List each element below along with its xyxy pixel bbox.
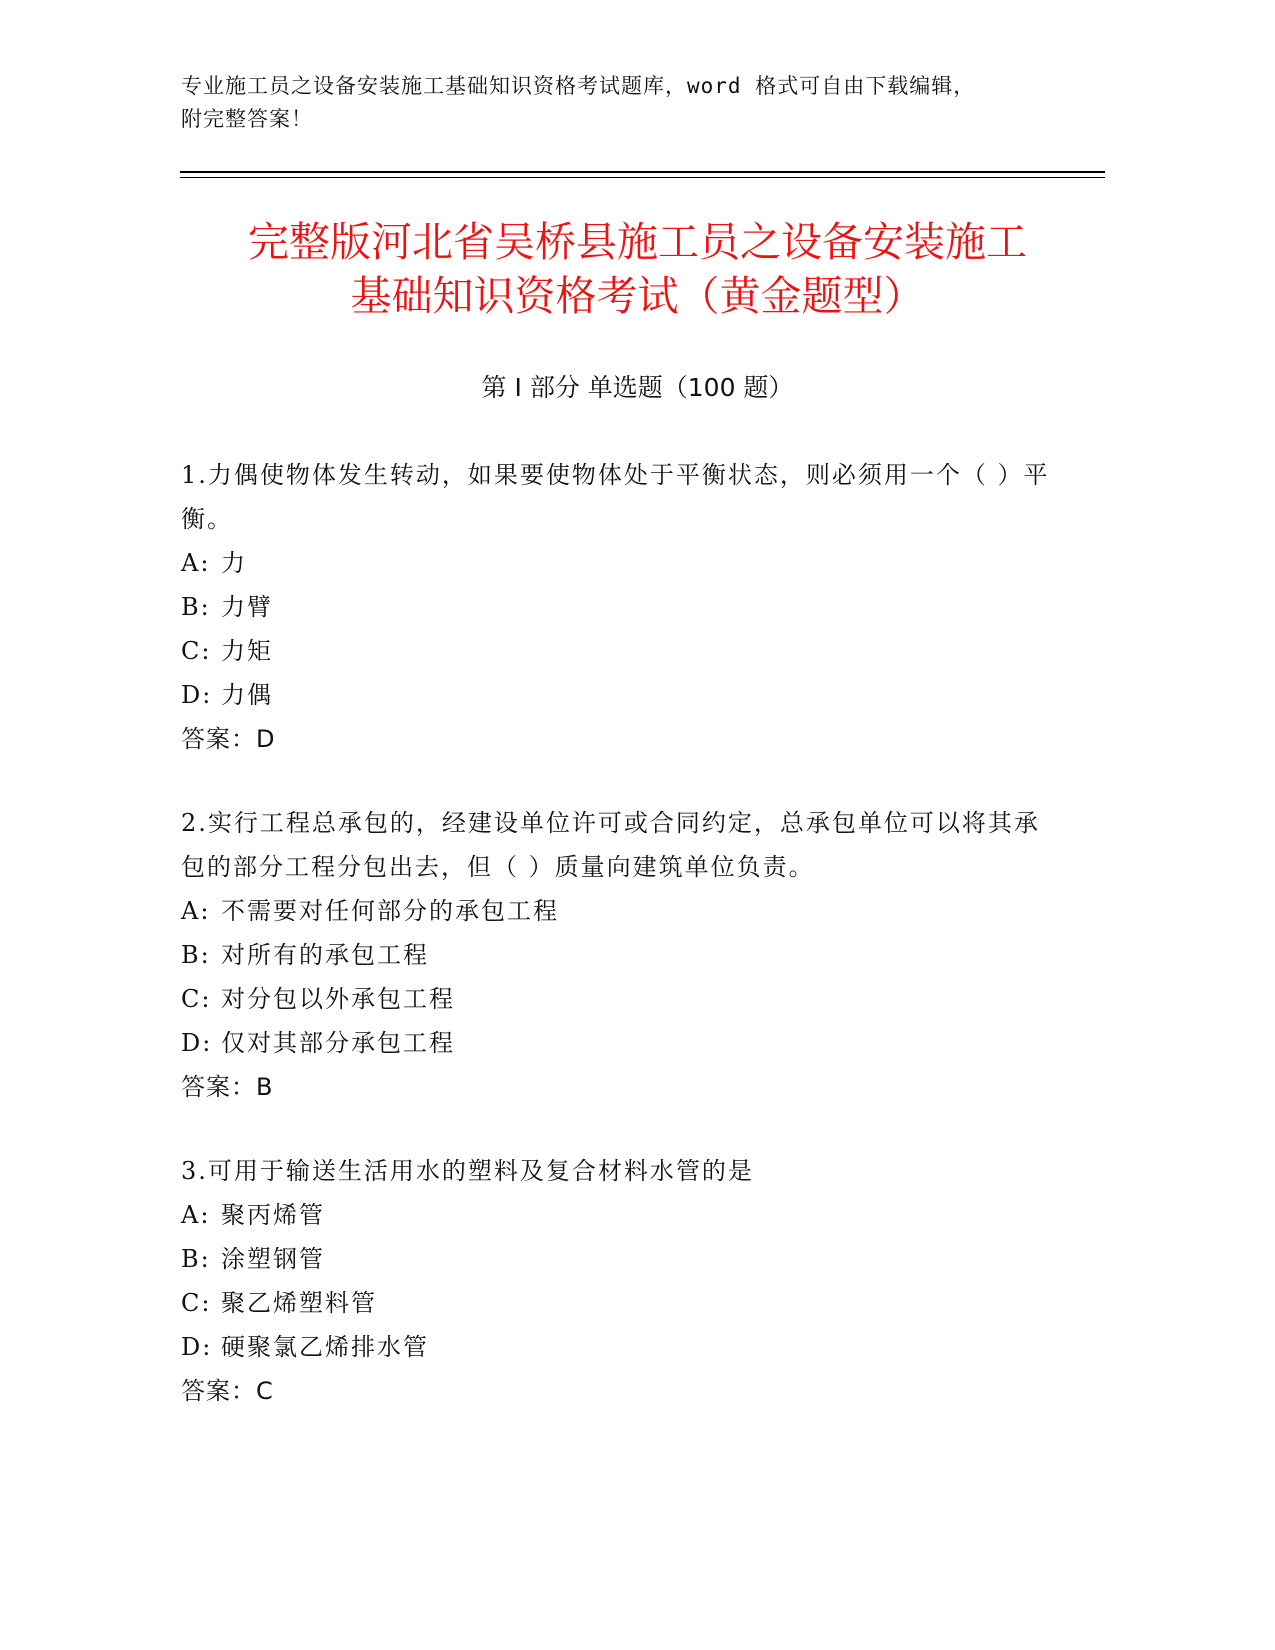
option-text: 力臂 [221, 593, 273, 621]
section-heading: 第 I 部分 单选题（100 题） [481, 373, 794, 402]
option-d [181, 1021, 1061, 1065]
option-letter: B: [181, 1245, 211, 1273]
question-stem: 3.可用于输送生活用水的塑料及复合材料水管的是 [181, 1157, 754, 1185]
option-text: 聚乙烯塑料管 [221, 1289, 377, 1317]
option-c [181, 977, 1061, 1021]
option-b [181, 1237, 1061, 1281]
document-title-line-1: 完整版河北省吴桥县施工员之设备安装施工 [248, 218, 1027, 266]
question-1 [181, 453, 1061, 761]
option-d [181, 1325, 1061, 1369]
option-b [181, 933, 1061, 977]
header-note-line-1: 专业施工员之设备安装施工基础知识资格考试题库，word 格式可自由下载编辑， [181, 74, 976, 98]
option-c [181, 1281, 1061, 1325]
option-text: 不需要对任何部分的承包工程 [221, 897, 559, 925]
option-text: 力 [221, 549, 247, 577]
option-a [181, 889, 1061, 933]
document-title [150, 215, 1125, 323]
question-3 [181, 1149, 1061, 1413]
header-note [181, 70, 1101, 136]
header-divider-thin [180, 177, 1105, 178]
option-text: 力矩 [221, 637, 273, 665]
option-letter: D: [181, 1333, 213, 1361]
header-divider-thick [180, 171, 1105, 173]
option-a [181, 541, 1061, 585]
question-2 [181, 801, 1061, 1109]
option-text: 涂塑钢管 [221, 1245, 325, 1273]
option-letter: B: [181, 593, 211, 621]
question-stem: 2.实行工程总承包的，经建设单位许可或合同约定，总承包单位可以将其承包的部分工程分包出去，但（ ）质量向建筑单位负责。 [181, 809, 1040, 881]
option-letter: A: [181, 549, 211, 577]
answer-label: 答案：C [181, 1377, 274, 1405]
option-c [181, 629, 1061, 673]
option-letter: D: [181, 681, 213, 709]
question-stem: 1.力偶使物体发生转动，如果要使物体处于平衡状态，则必须用一个（ ）平衡。 [181, 461, 1050, 533]
document-title-line-2: 基础知识资格考试（黄金题型） [350, 272, 925, 320]
option-text: 对分包以外承包工程 [221, 985, 455, 1013]
option-letter: A: [181, 1201, 211, 1229]
option-letter: C: [181, 1289, 212, 1317]
option-letter: D: [181, 1029, 213, 1057]
option-text: 力偶 [221, 681, 273, 709]
answer-label: 答案：D [181, 725, 276, 753]
option-a [181, 1193, 1061, 1237]
header-note-line-2: 附完整答案！ [181, 107, 313, 131]
option-text: 硬聚氯乙烯排水管 [221, 1333, 429, 1361]
option-text: 对所有的承包工程 [221, 941, 429, 969]
option-d [181, 673, 1061, 717]
option-text: 聚丙烯管 [221, 1201, 325, 1229]
option-text: 仅对其部分承包工程 [221, 1029, 455, 1057]
option-letter: C: [181, 985, 212, 1013]
option-letter: A: [181, 897, 211, 925]
option-letter: B: [181, 941, 211, 969]
option-letter: C: [181, 637, 212, 665]
answer-label: 答案：B [181, 1073, 274, 1101]
option-b [181, 585, 1061, 629]
